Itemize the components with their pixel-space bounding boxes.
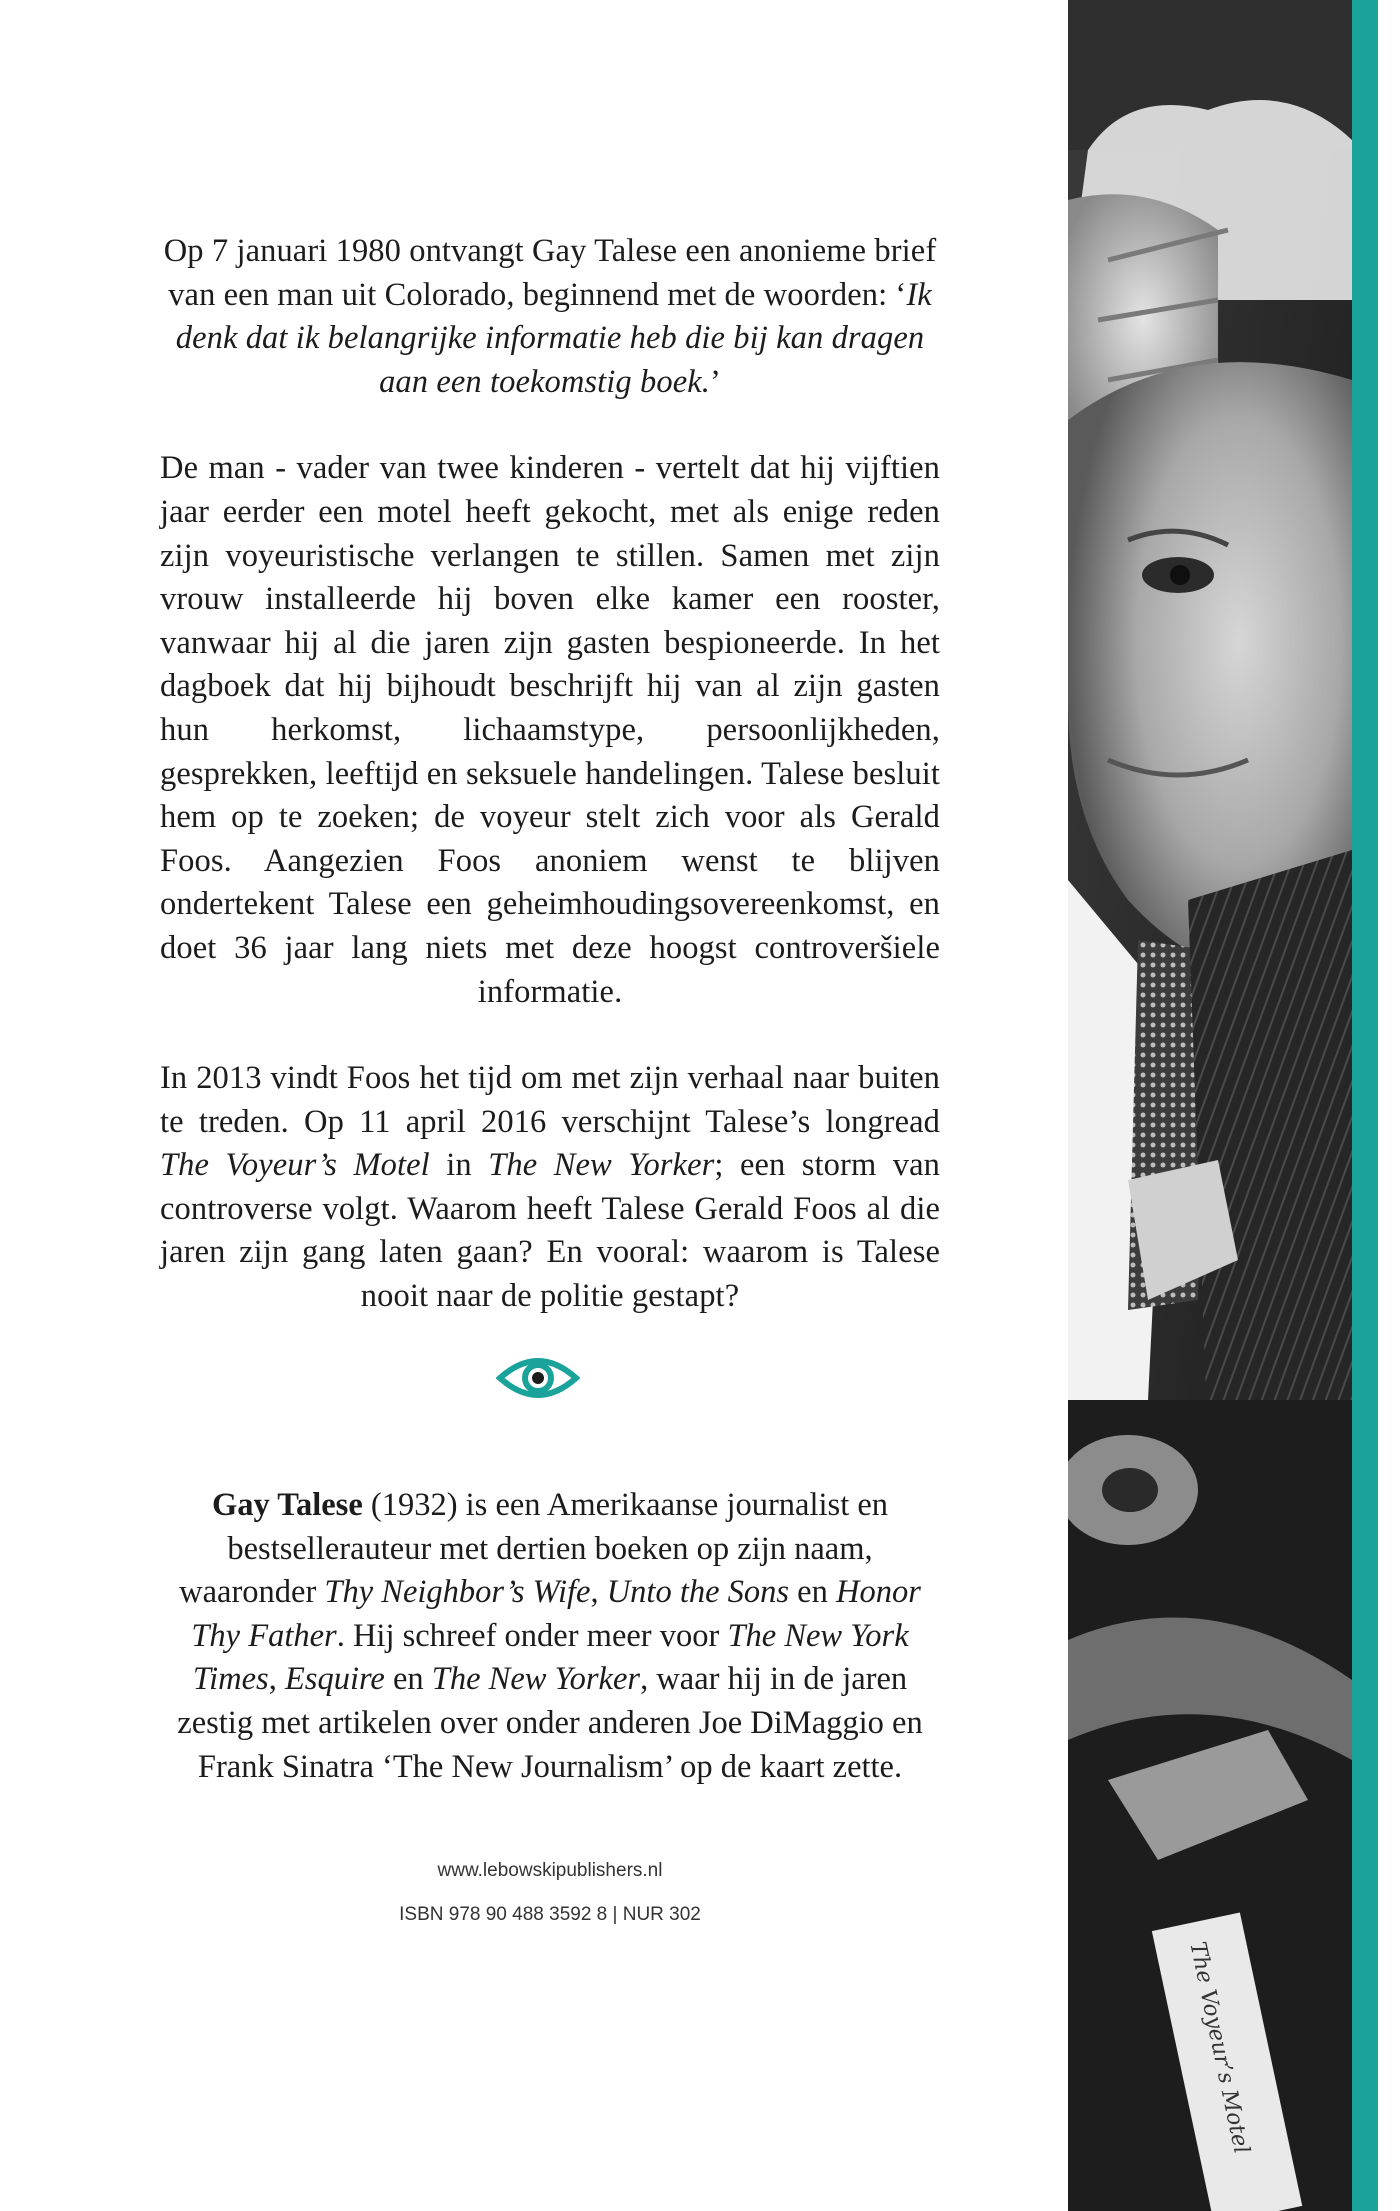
bio-text: , waar hij in de jaren zestig met artikelen over onder anderen Joe DiMaggio en Frank Sinatra ‘The New Journalism’ op de kaart zette. (177, 1661, 923, 1785)
bio-publication: The New York Times (192, 1617, 909, 1698)
blurb-p1-quote: Ik denk dat ik belangrijke informatie heb die bij kan dragen aan een toekomstig boek. (175, 276, 932, 400)
bio-book-title: Thy Neighbor’s Wife (324, 1574, 591, 1611)
back-cover-blurb (160, 230, 940, 1319)
blurb-paragraph-1 (160, 230, 940, 404)
blurb-p1-text: Op 7 januari 1980 ontvangt Gay Talese een anonieme brief van een man uit Colorado, beginnend met de woorden: ‘ (163, 233, 937, 313)
bio-text: (1932) is een Amerikaanse journalist en bestsellerauteur met dertien boeken op zijn naam, waaronder (179, 1487, 889, 1611)
isbn-line: ISBN 978 90 488 3592 8 | NUR 302 (399, 1904, 701, 1925)
bio-text: en (789, 1574, 836, 1611)
bio-text: . Hij schreef onder meer voor (336, 1617, 728, 1654)
bio-book-title: Honor Thy Father (191, 1574, 921, 1654)
page-edge (1378, 0, 1400, 2211)
blurb-p3-text-c: ; een storm van controverse volgt. Waarom heeft Talese Gerald Foos al die jaren zijn gang laten gaan? En vooral: waarom is Talese nooit naar de politie gestapt? (160, 1147, 941, 1315)
blurb-p1-close: ’ (709, 363, 721, 400)
bio-publication: The New Yorker (431, 1661, 641, 1698)
blurb-paragraph-3 (160, 1057, 940, 1319)
author-name: Gay Talese (211, 1487, 363, 1523)
bio-text: , (268, 1661, 285, 1698)
blurb-p3-title-1: The Voyeur’s Motel (160, 1147, 430, 1184)
bio-text: en (384, 1661, 432, 1698)
bio-text: , (590, 1574, 607, 1611)
photo-note-text: The Voyeur’s Motel (1184, 1939, 1254, 2157)
blurb-p3-text-b: in (429, 1147, 489, 1184)
blurb-paragraph-2: De man - vader van twee kinderen - vertelt dat hij vijftien jaar eerder een motel heeft gekocht, met als enige reden zijn voyeuristische verlangen te stillen. Samen met zijn vrouw installeerde hij boven elke kamer een rooster, vanwaar hij al die jaren zijn gasten bespioneerde. In het dagboek dat hij bijhoudt beschrijft hij van al zijn gasten hun herkomst, lichaamstype, persoonlijkheden, gesprekken, leeftijd en seksuele handelingen. Talese besluit hem op te zoeken; de voyeur stelt zich voor als Gerald Foos. Aangezien Foos anoniem wenst te blijven ondertekent Talese een geheimhoudingsovereenkomst, en doet 36 jaar lang niets met deze hoogst controveršiele informatie. (160, 450, 940, 1010)
blurb-p3-text-a: In 2013 vindt Foos het tijd om met zijn verhaal naar buiten te treden. Op 11 april 2016 verschijnt Talese’s longread (160, 1060, 940, 1140)
bio-book-title: Unto the Sons (606, 1574, 790, 1611)
author-photo (1068, 0, 1352, 2211)
author-bio (160, 1484, 940, 1789)
bio-publication: Esquire (284, 1661, 385, 1698)
blurb-p3-title-2: The New Yorker (488, 1147, 715, 1184)
accent-stripe (1352, 0, 1378, 2211)
eye-icon (496, 1350, 580, 1406)
publisher-website: www.lebowskipublishers.nl (437, 1860, 663, 1881)
